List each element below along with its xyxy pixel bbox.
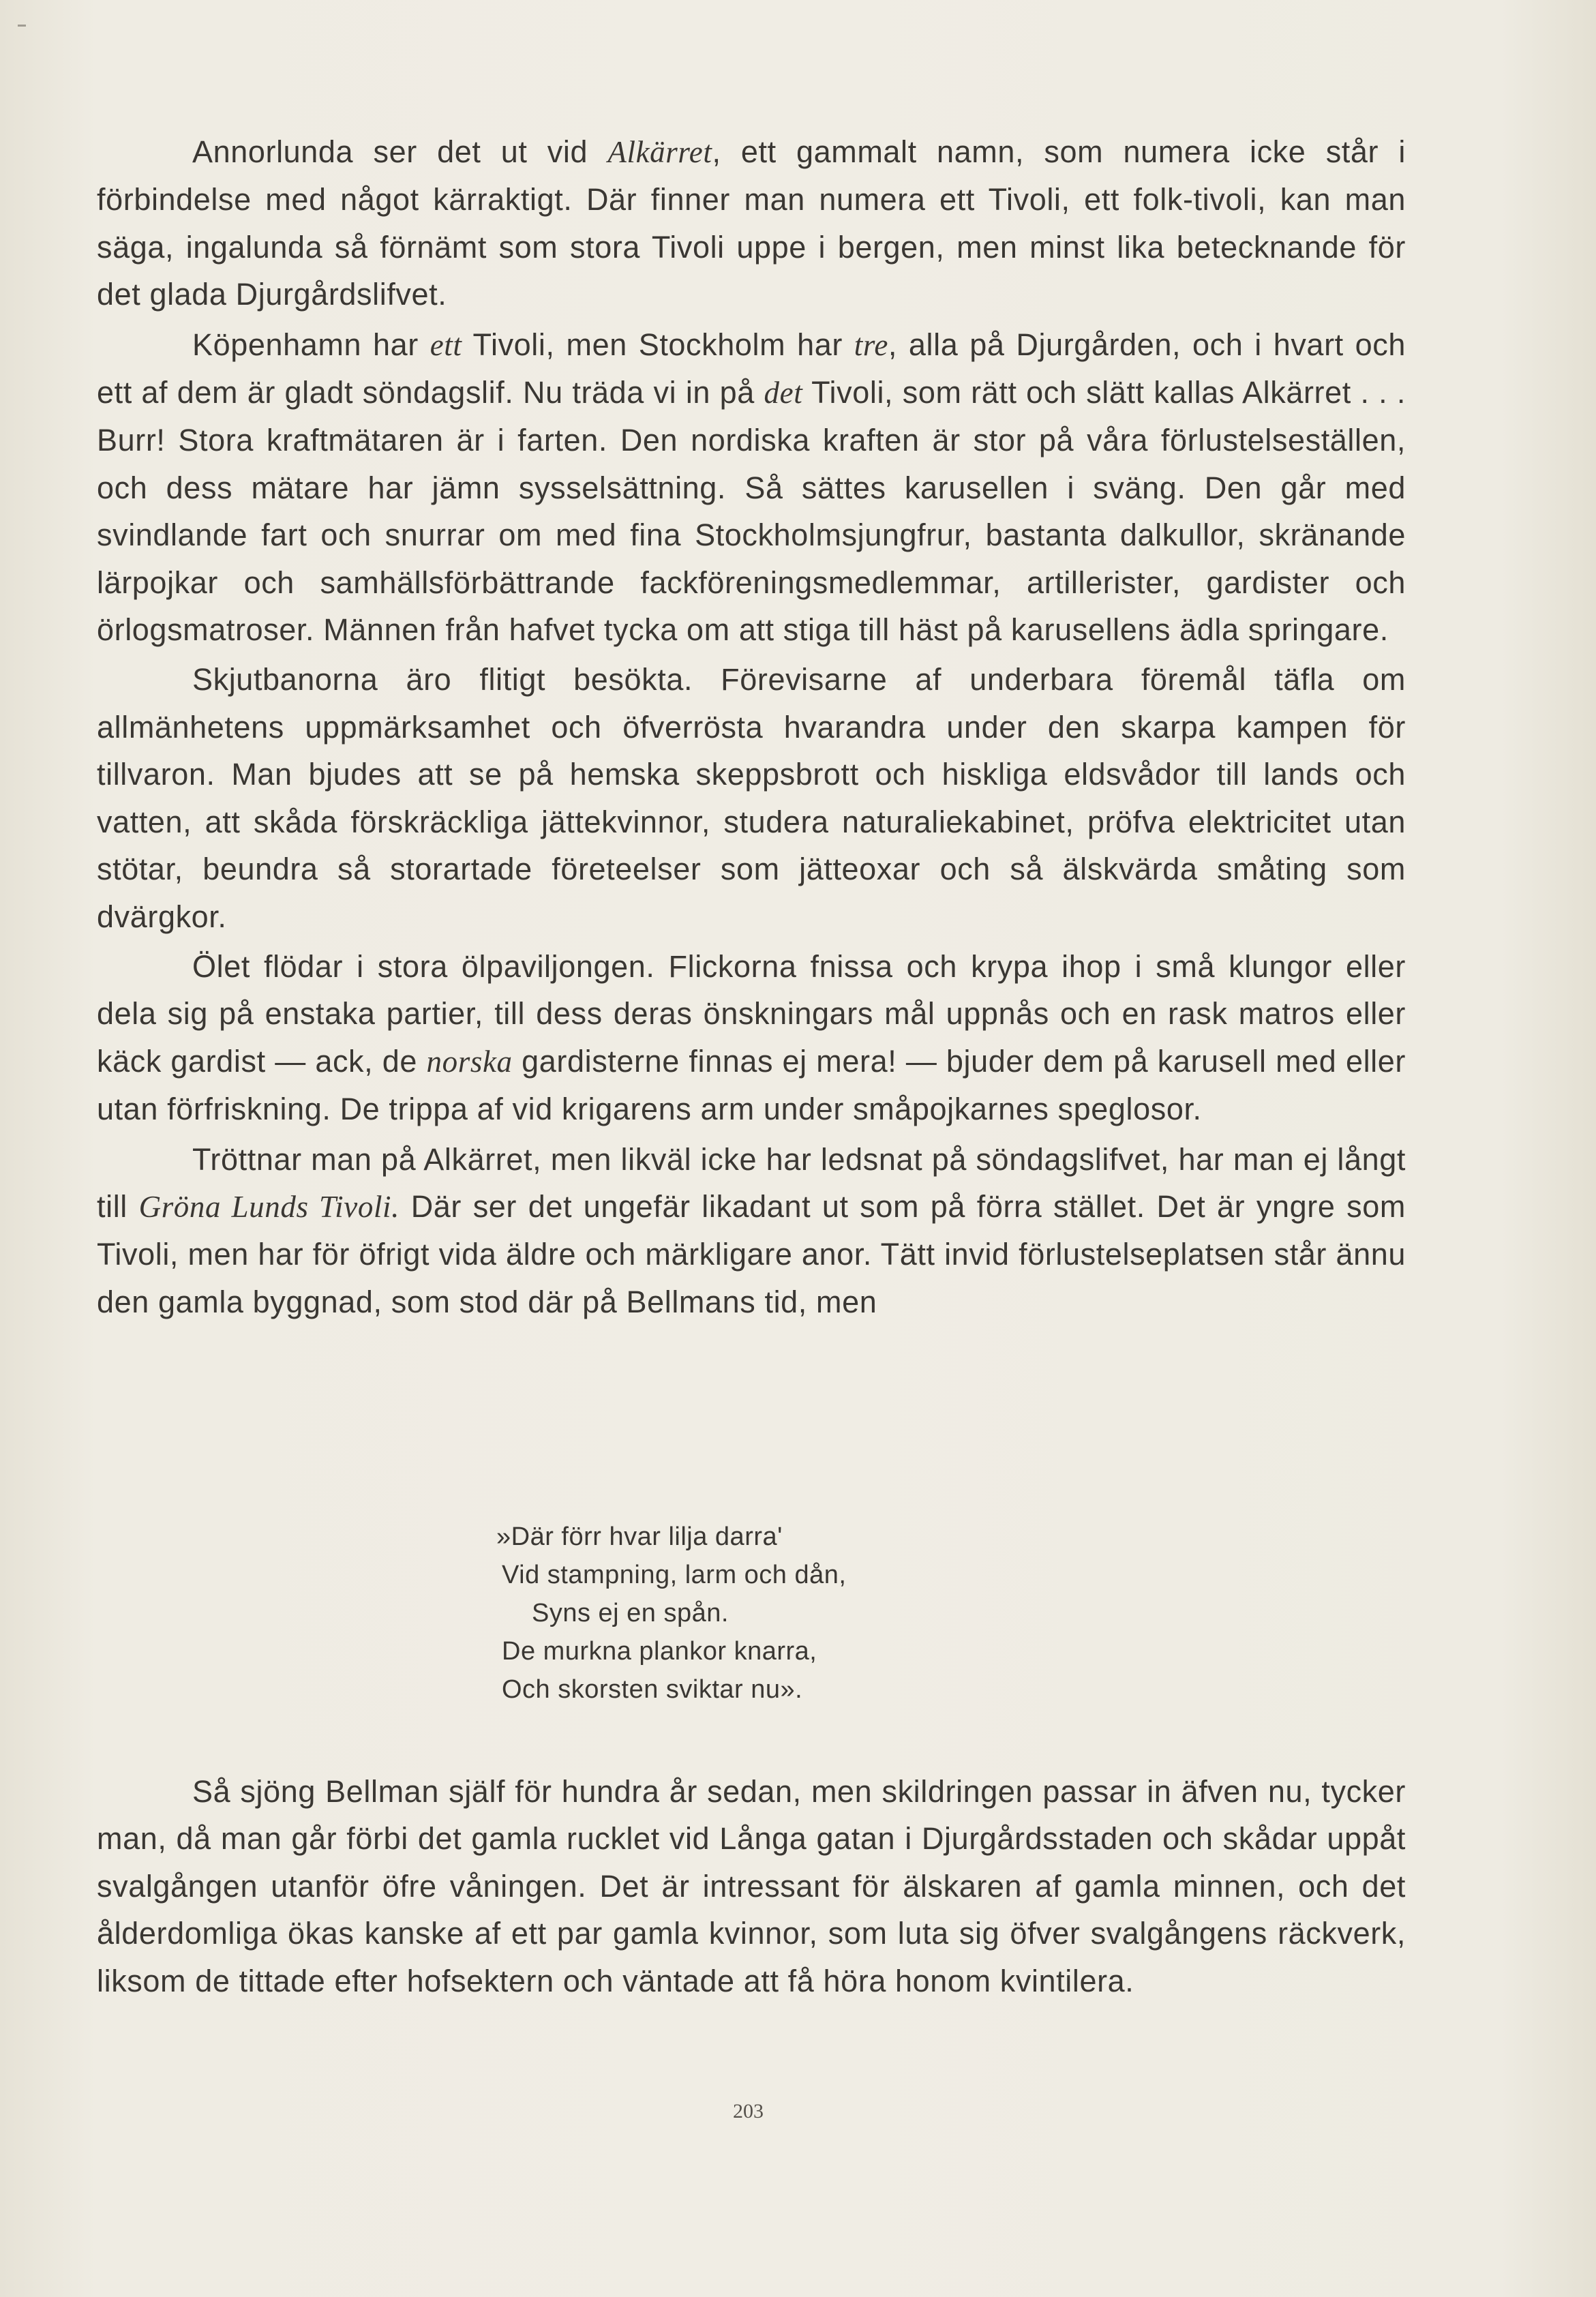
italic-place-name: Alkärret (607, 135, 712, 169)
poem-line: Syns ej en spån. (532, 1599, 729, 1627)
italic-emphasis: det (764, 376, 803, 410)
italic-emphasis: ett (430, 327, 462, 362)
poem-line: Och skorsten sviktar nu». (502, 1675, 803, 1704)
paragraph-trottnar: Tröttnar man på Alkärret, men likväl icke har ledsnat på söndagslifvet, har man ej långt till Gröna Lunds Tivoli. Där ser det ungefär likadant ut som på förra stället. Det är yngre som Tivoli, men har för öfrigt vida äldre och märkligare anor. Tätt invid förlustelseplatsen står ännu den gamla byggnad, som stod där på Bellmans tid, men (97, 1141, 1406, 1319)
closing-text (97, 1768, 1406, 2005)
main-text (97, 128, 1406, 1325)
italic-emphasis: tre (854, 327, 888, 362)
italic-place-name: Gröna Lunds Tivoli. (138, 1189, 400, 1224)
paragraph-alkarret: Annorlunda ser det ut vid Alkärret, ett gammalt namn, som numera icke står i förbindelse med något kärraktigt. Där finner man numera ett Tivoli, ett folk-tivoli, kan man säga, ingalunda så förnämt som stora Tivoli uppe i bergen, men minst lika betecknande för det glada Djurgårdslifvet. (97, 134, 1406, 312)
paragraph-olet: Ölet flödar i stora ölpaviljongen. Flickorna fnissa och krypa ihop i små klungor eller dela sig på enstaka partier, till dess deras önskningars mål uppnås och en rask matros eller käck gardist — ack, de norska gardisterne finnas ej mera! — bjuder dem på karusell med eller utan förfriskning. De trippa af vid krigarens arm under småpojkarnes speglosor. (97, 948, 1406, 1127)
paragraph-closing: Så sjöng Bellman själf för hundra år sedan, men skildringen passar in äfven nu, tycker man, då man går förbi det gamla rucklet vid Långa gatan i Djurgårdsstaden och skådar uppåt svalgången utanför öfre våningen. Det är intressant för älskaren af gamla minnen, och det ålderdomliga ökas kanske af ett par gamla kvinnor, som luta sig öfver svalgångens räckverk, liksom de tittade efter hofsektern och väntade att få höra honom kvintilera. (97, 1774, 1406, 1998)
paragraph-kopenhamn: Köpenhamn har ett Tivoli, men Stockholm har tre, alla på Djurgården, och i hvart och ett af dem är gladt söndagslif. Nu träda vi in på det Tivoli, som rätt och slätt kallas Alkärret . . . Burr! Stora kraftmätaren är i farten. Den nordiska kraften är stor på våra förlustelseställen, och dess mätare har jämn sysselsättning. Så sättes karusellen i sväng. Den går med svindlande fart och snurrar om med fina Stockholmsjungfrur, bastanta dalkullor, skränande lärpojkar och samhällsförbättrande fackföreningsmedlemmar, artillerister, gardister och örlogsmatroser. Männen från hafvet tycka om att stiga till häst på karusellens ädla springare. (97, 327, 1406, 648)
poem-line: »Där förr hvar lilja darra' (496, 1522, 783, 1551)
italic-emphasis: norska (426, 1044, 513, 1079)
bellman-poem (496, 1518, 846, 1709)
poem-line: De murkna plankor knarra, (502, 1637, 817, 1666)
page-number: 203 (733, 2100, 764, 2122)
margin-mark (18, 25, 26, 27)
poem-line: Vid stampning, larm och dån, (502, 1561, 847, 1589)
paragraph-skjutbanorna: Skjutbanorna äro flitigt besökta. Förevisarne af underbara föremål täfla om allmänhetens uppmärksamhet och öfverrösta hvarandra under den skarpa kampen för tillvaron. Man bjudes att se på hemska skeppsbrott och hiskliga eldsvådor till lands och vatten, att skåda förskräckliga jättekvinnor, studera naturaliekabinet, pröfva elektricitet utan stötar, beundra så storartade företeelser som jätteoxar och så älskvärda småting som dvärgkor. (97, 662, 1406, 934)
